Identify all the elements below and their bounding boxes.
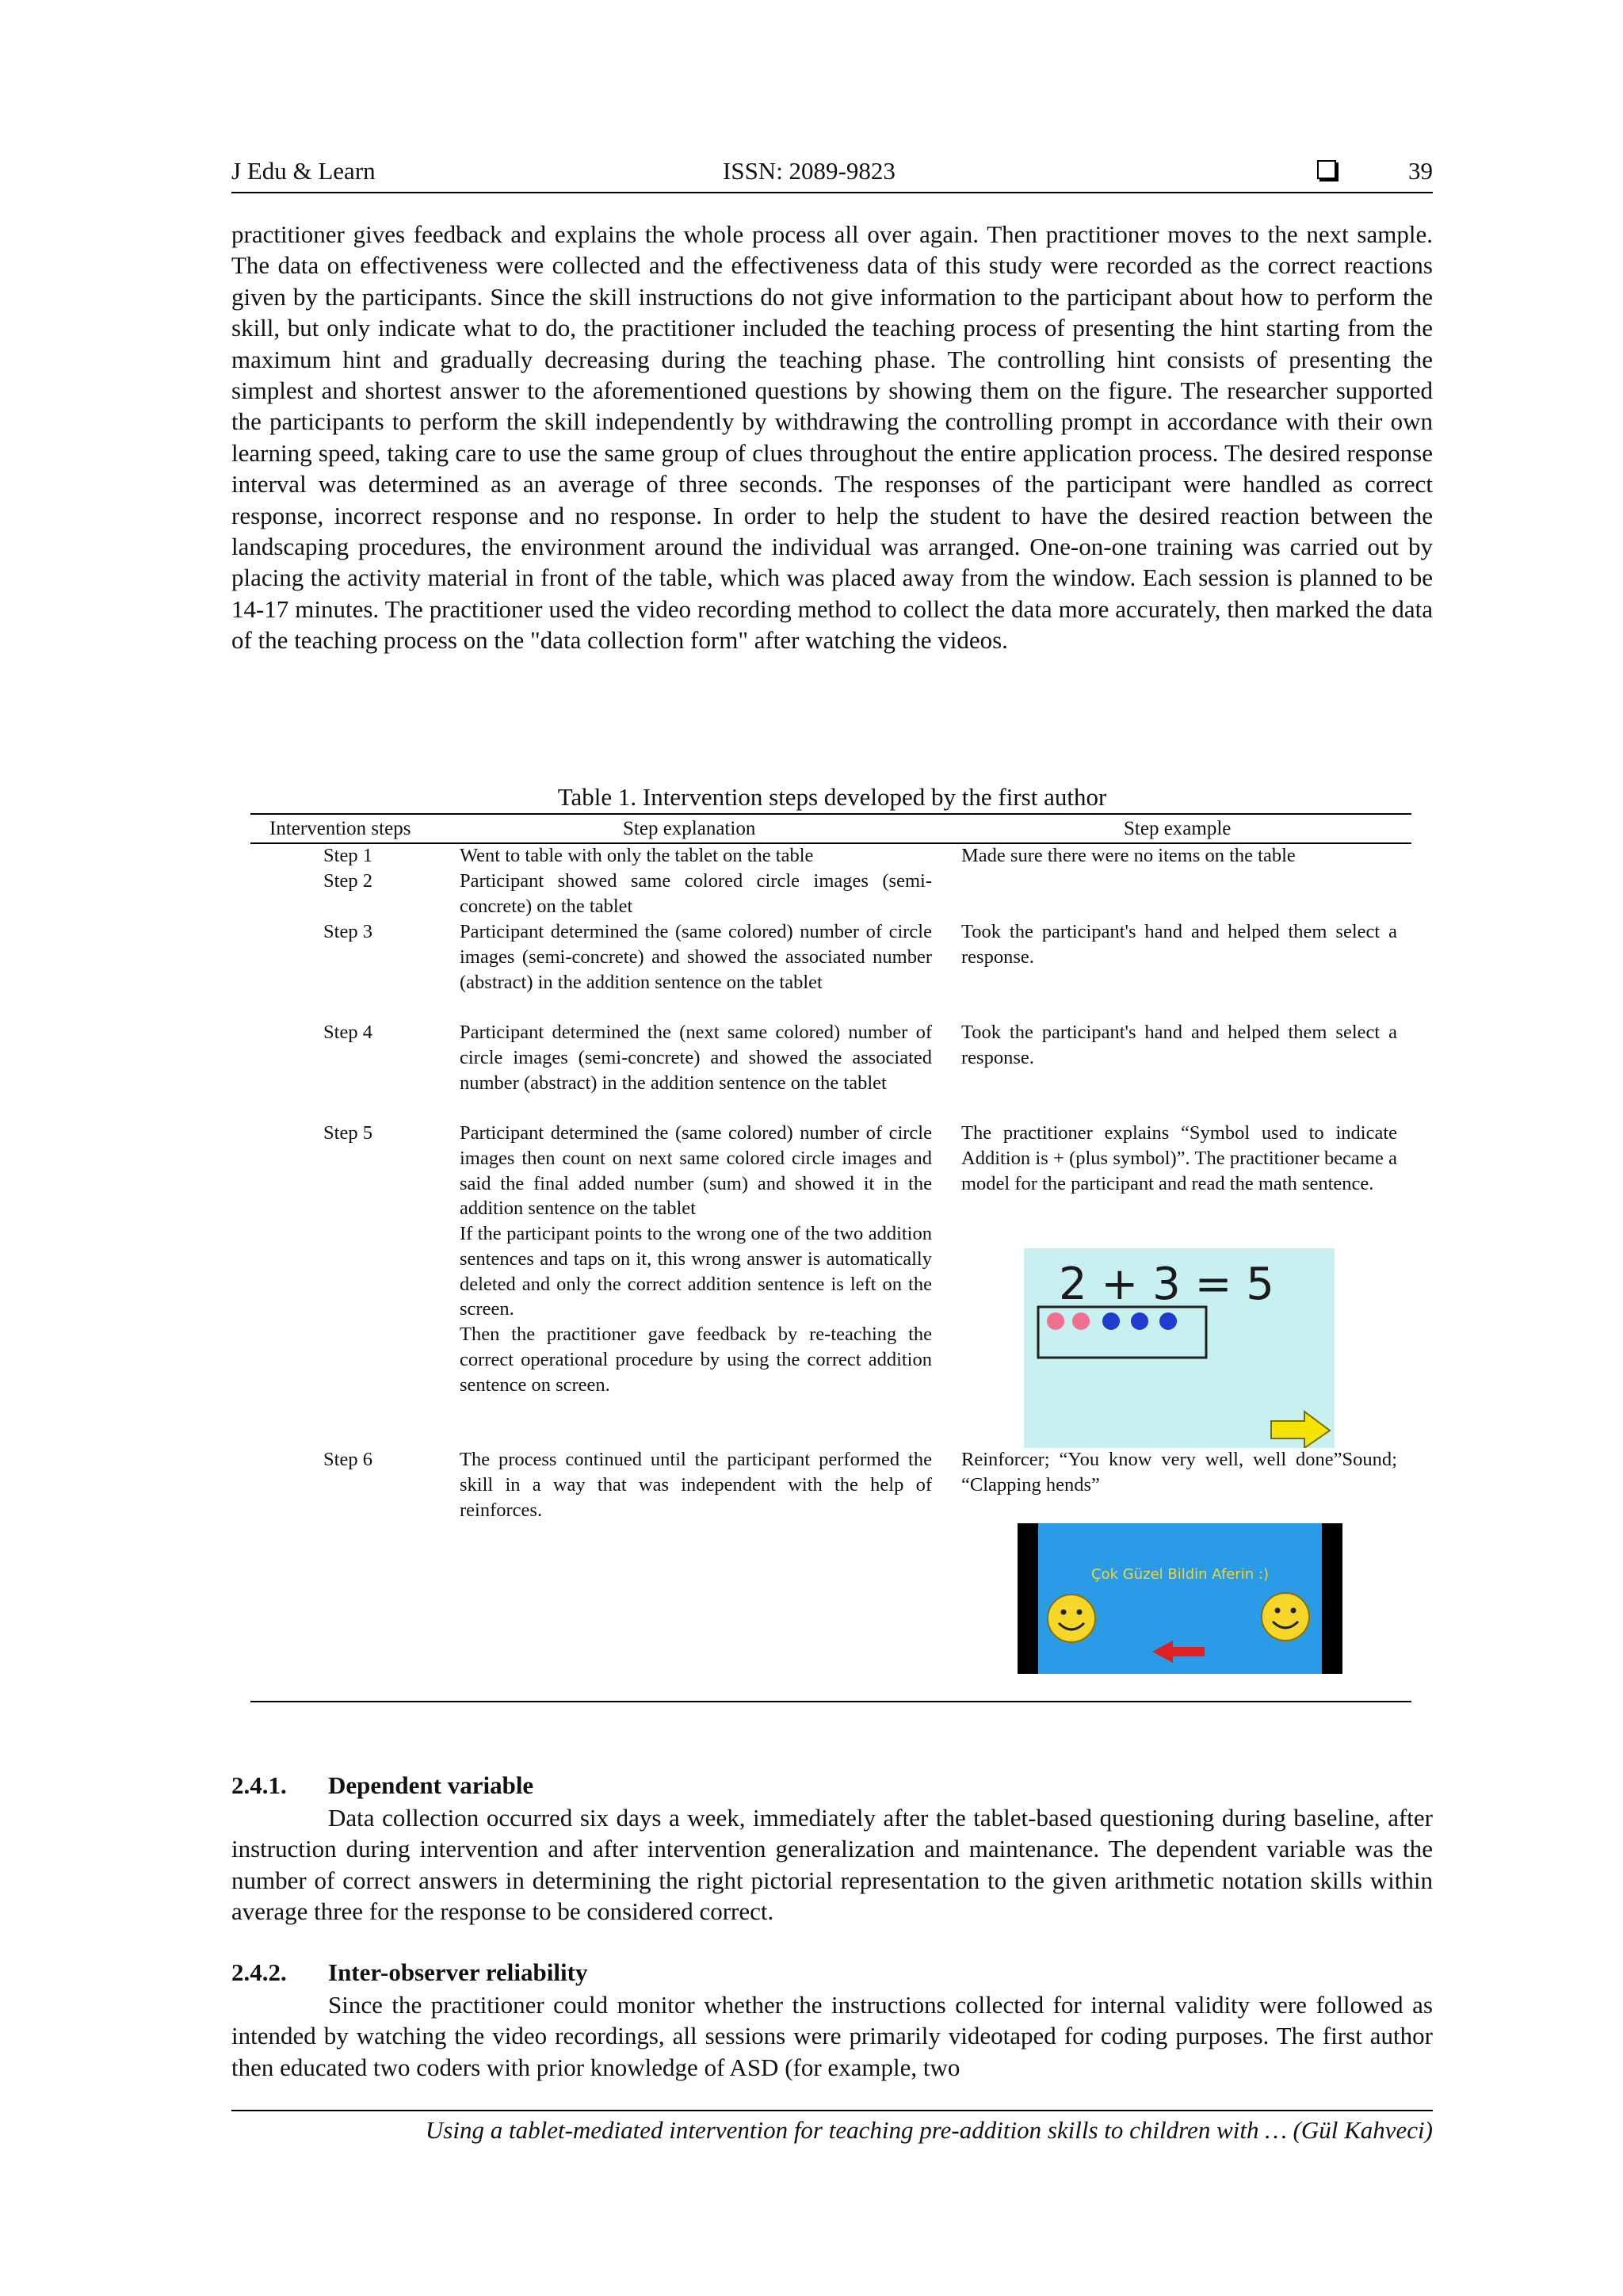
page-footer: Using a tablet-mediated intervention for teaching pre-addition skills to children with … (Gül Kahveci) (231, 2110, 1433, 2145)
table-row-5-example: The practitioner explains “Symbol used to indicate Addition is + (plus symbol)”. The practitioner became a model for the participant and read the math sentence. (961, 1122, 1397, 1194)
table-row-2-explanation: Participant showed same colored circle images (semi-concrete) on the tablet (460, 870, 932, 917)
section-2-4-1-title: Dependent variable (328, 1771, 534, 1799)
smiley-icon (1048, 1595, 1095, 1642)
table-row-6-example: Reinforcer; “You know very well, well done”Sound; “Clapping hends” (961, 1449, 1397, 1496)
addition-equation-text: 2 + 3 = 5 (1059, 1259, 1274, 1310)
table-row-3-example: Took the participant's hand and helped them select a response. (961, 921, 1397, 968)
section-2-4-2-title: Inter-observer reliability (328, 1958, 588, 1986)
section-2-4-2-number: 2.4.2. (231, 1958, 287, 1986)
table-row-6-explanation: The process continued until the participant performed the skill in a way that was independent with the help of reinforces. (460, 1449, 932, 1521)
table-header-explanation: Step explanation (623, 818, 756, 839)
addition-screen-image (1024, 1248, 1335, 1448)
page-number: 39 (1408, 157, 1433, 185)
table-row-5-explanation: Participant determined the (same colored) number of circle images then count on next same colored circle images and said the final added number (sum) and showed it in the addition sentence on the tablet (460, 1122, 932, 1220)
table-row-5-explanation-wrong-answer: If the participant points to the wrong one of the two addition sentences and taps on it, this wrong answer is automatically deleted and only the correct addition sentence is left on the screen. (460, 1223, 932, 1320)
section-2-4-1-heading (231, 1771, 533, 1800)
table-row-2-step: Step 2 (323, 870, 372, 892)
table-row-4-step: Step 4 (323, 1022, 372, 1043)
table-header-steps: Intervention steps (269, 818, 411, 839)
table-row-5-step: Step 5 (323, 1122, 372, 1144)
checkbox-square-icon (1317, 160, 1336, 179)
section-2-4-1-number: 2.4.1. (231, 1771, 287, 1799)
table-row-6-step: Step 6 (323, 1449, 372, 1470)
section-2-4-2-text: Since the practitioner could monitor whether the instructions collected for internal validity were followed as intended by watching the video recordings, all sessions were primarily videotaped for coding purposes. The first author then educated two coders with prior knowledge of ASD (for example, two (231, 1991, 1433, 2081)
pink-dot-icon (1047, 1312, 1064, 1330)
section-2-4-1-text: Data collection occurred six days a week, immediately after the tablet-based questioning during baseline, after instruction during intervention and after intervention generalization and maintenance. The dependent variable was the number of correct answers in determining the right pictorial representation to the given arithmetic notation skills within average three for the response to be considered correct. (231, 1804, 1433, 1926)
issn: ISSN: 2089-9823 (723, 157, 896, 185)
left-black-bar (1018, 1523, 1038, 1674)
table-row-4-explanation: Participant determined the (next same colored) number of circle images (semi-concrete) and showed the associated number (abstract) in the addition sentence on the tablet (460, 1022, 932, 1094)
table-row-1-step: Step 1 (323, 845, 372, 866)
smiley-icon (1262, 1593, 1309, 1641)
table-row-3-step: Step 3 (323, 921, 372, 942)
blue-dot-icon (1131, 1312, 1148, 1330)
right-black-bar (1322, 1523, 1342, 1674)
table-row-4-example: Took the participant's hand and helped them select a response. (961, 1022, 1397, 1068)
section-2-4-2-heading (231, 1958, 587, 1987)
praise-screen-image (1018, 1523, 1342, 1674)
blue-dot-icon (1159, 1312, 1177, 1330)
intro-paragraph: practitioner gives feedback and explains the whole process all over again. Then practitioner moves to the next sample. The data on effectiveness were collected and the effectiveness data of this study were recorded as the correct reactions given by the participants. Since the skill instructions do not give information to the participant about how to perform the skill, but only indicate what to do, the practitioner included the teaching process of presenting the hint starting from the maximum hint and gradually decreasing during the teaching phase. The controlling hint consists of presenting the simplest and shortest answer to the aforementioned questions by showing them on the figure. The researcher supported the participants to perform the skill independently by withdrawing the controlling prompt in accordance with their own learning speed, taking care to use the same group of clues throughout the entire application process. The desired response interval was determined as an average of three seconds. The responses of the participant were handled as correct response, incorrect response and no response. In order to help the student to have the desired reaction between the landscaping procedures, the environment around the individual was arranged. One-on-one training was carried out by placing the activity material in front of the table, which was placed away from the window. Each session is planned to be 14-17 minutes. The practitioner used the video recording method to collect the data more accurately, then marked the data of the teaching process on the "data collection form" after watching the videos. (231, 220, 1433, 655)
journal-name: J Edu & Learn (231, 157, 376, 185)
table-caption: Table 1. Intervention steps developed by the first author (557, 783, 1107, 811)
table-row-1-example: Made sure there were no items on the table (961, 845, 1296, 866)
praise-text: Çok Güzel Bildin Aferin :) (1091, 1566, 1269, 1583)
table-row-3-explanation: Participant determined the (same colored) number of circle images (semi-concrete) and showed the associated number (abstract) in the addition sentence on the tablet (460, 921, 932, 993)
table-row-5-explanation-feedback: Then the practitioner gave feedback by re-teaching the correct operational procedure by using the correct addition sentence on screen. (460, 1324, 932, 1396)
table-bottom-rule (250, 1701, 1411, 1702)
intervention-table (250, 813, 1411, 839)
pink-dot-icon (1072, 1312, 1090, 1330)
table-header-example: Step example (1124, 818, 1232, 839)
blue-dot-icon (1102, 1312, 1120, 1330)
table-row-1-explanation: Went to table with only the tablet on the table (460, 845, 814, 866)
page-header (231, 155, 1433, 193)
